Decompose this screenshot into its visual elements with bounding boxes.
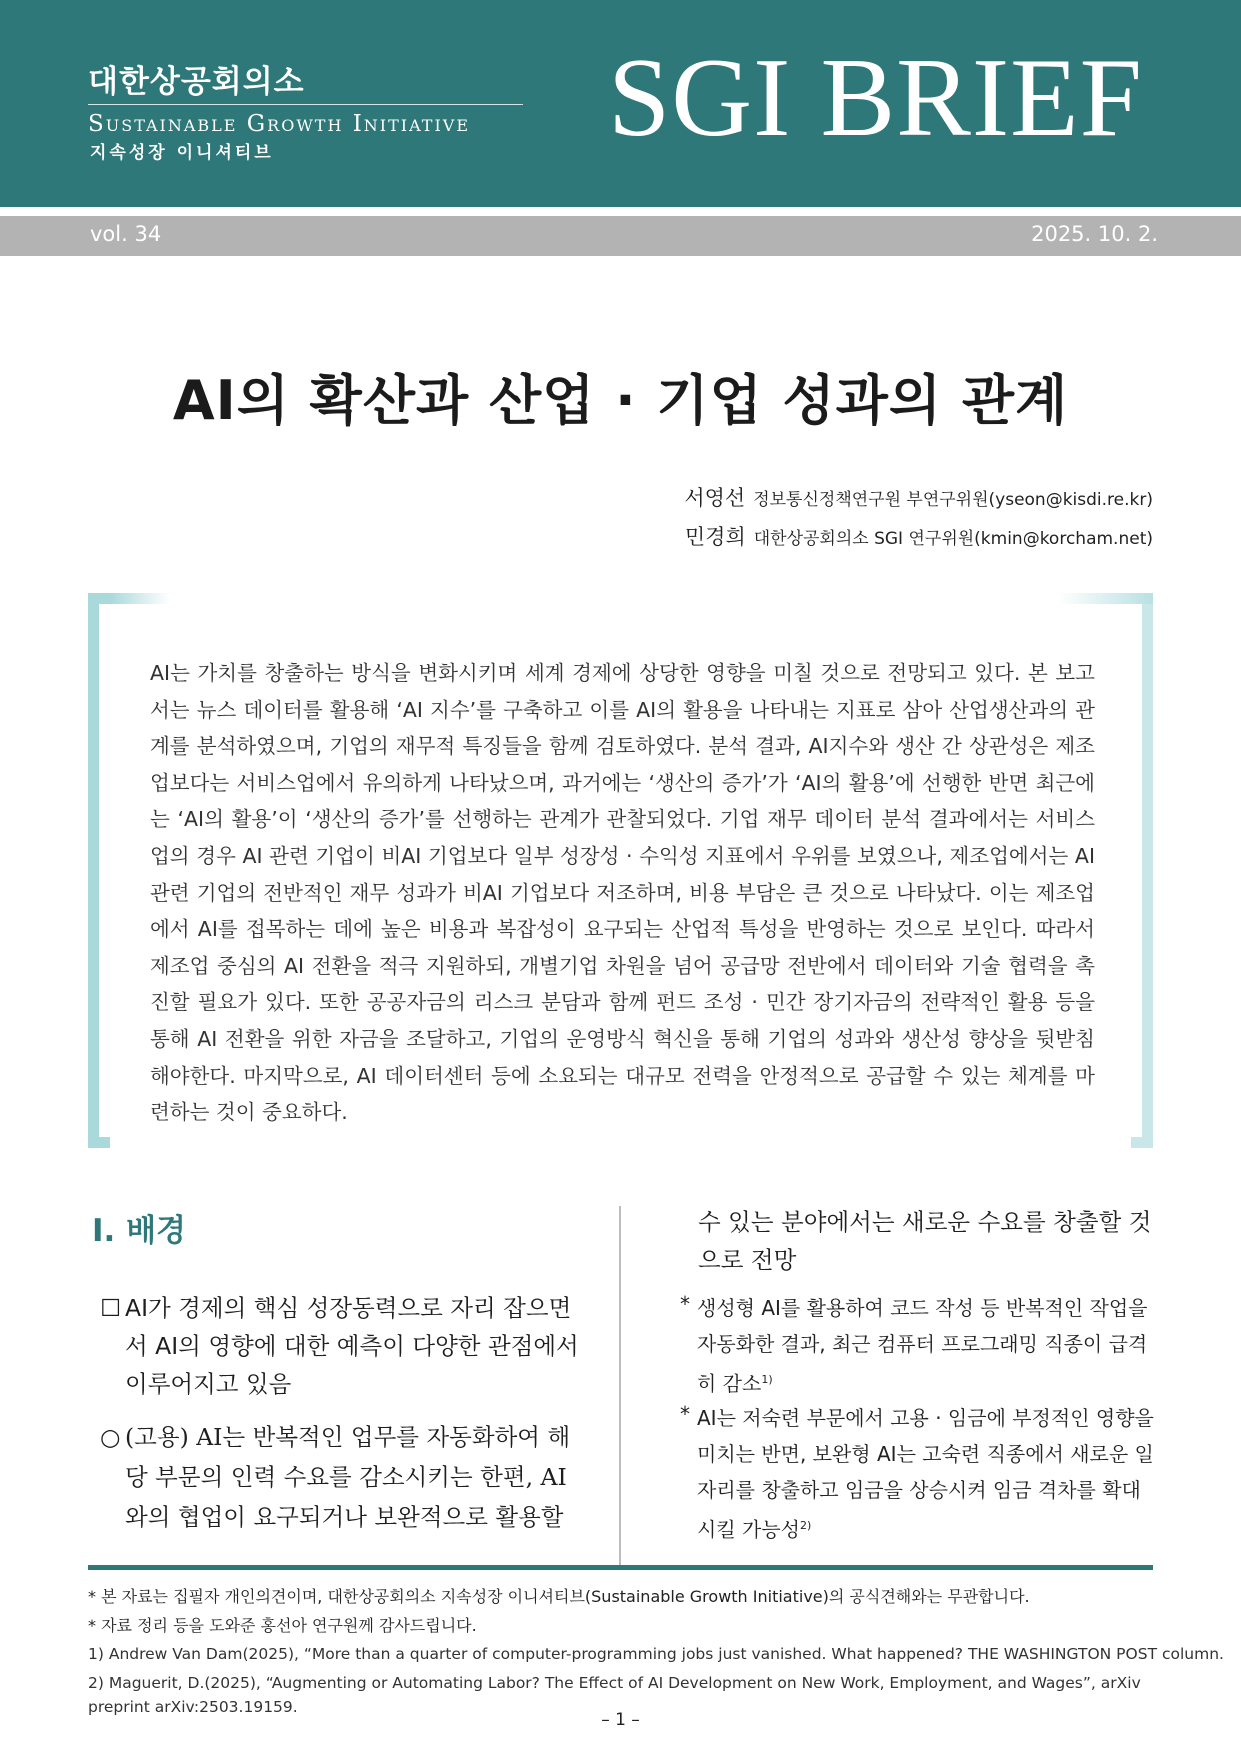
asterisk-icon: *: [680, 1402, 690, 1426]
org-name-korean-sub: 지속성장 이니셔티브: [90, 143, 274, 163]
footnote-2: 2) Maguerit, D.(2025), “Augmenting or Automating Labor? The Effect of AI Development on New Work, Employment, and Wages”, arXiv preprint arXiv:2503.19159.: [88, 1674, 1141, 1716]
org-name-korean: 대한상공회의소: [88, 64, 305, 100]
bullet-circle: [100, 1417, 580, 1537]
author-2: [685, 521, 1153, 551]
author-name: 서영선: [684, 486, 746, 510]
disclaimer-1: * 본 자료는 집필자 개인의견이며, 대한상공회의소 지속성장 이니셔티브(Sustainable Growth Initiative)의 공식견해와는 무관합니다.: [88, 1587, 1030, 1606]
brand-title: SGI BRIEF: [608, 36, 1143, 160]
page-number: – 1 –: [601, 1710, 640, 1730]
bracket-right: [1142, 593, 1153, 1148]
author-affiliation: 정보통신정책연구원 부연구위원(yseon@kisdi.re.kr): [753, 490, 1153, 510]
disclaimer-2: * 자료 정리 등을 도와준 홍선아 연구원께 감사드립니다.: [88, 1616, 477, 1635]
bullet-square: [100, 1289, 580, 1403]
issue-bar: [0, 216, 1241, 256]
footnote-ref[interactable]: 1): [761, 1373, 773, 1386]
bullet-circle-continued: 수 있는 분야에서는 새로운 수요를 창출할 것으로 전망: [698, 1208, 1152, 1274]
author-name: 민경희: [684, 525, 746, 549]
square-bullet-icon: ☐: [100, 1294, 122, 1322]
note-text: AI는 저숙련 부문에서 고용 · 임금에 부정적인 영향을 미치는 반면, 보완형 AI는 고숙련 직종에서 새로운 일자리를 창출하고 임금을 상승시켜 임금 격차를 확대시킬 가능성: [697, 1406, 1154, 1542]
note-item: [680, 1400, 1156, 1548]
author-affiliation: 대한상공회의소 SGI 연구위원(kmin@korcham.net): [753, 529, 1153, 549]
bracket-left: [88, 593, 99, 1148]
abstract-text: AI는 가치를 창출하는 방식을 변화시키며 세계 경제에 상당한 영향을 미칠 것으로 전망되고 있다. 본 보고서는 뉴스 데이터를 활용해 ‘AI 지수’를 구축하고 이를 AI의 활용을 나타내는 지표로 삼아 산업생산과의 관계를 분석하였으며, 기업의 재무적 특징들을 함께 검토하였다. 분석 결과, AI지수와 생산 간 상관성은 제조업보다는 서비스업에서 유의하게 나타났으며, 과거에는 ‘생산의 증가’가 ‘AI의 활용’에 선행한 반면 최근에는 ‘AI의 활용’이 ‘생산의 증가’를 선행하는 관계가 관찰되었다. 기업 재무 데이터 분석 결과에서는 서비스업의 경우 AI 관련 기업이 비AI 기업보다 일부 성장성 · 수익성 지표에서 우위를 보였으나, 제조업에서는 AI 관련 기업의 전반적인 재무 성과가 비AI 기업보다 저조하며, 비용 부담은 큰 것으로 나타났다. 이는 제조업에서 AI를 접목하는 데에 높은 비용과 복잡성이 요구되는 산업적 특성을 반영하는 것으로 보인다. 따라서 제조업 중심의 AI 전환을 적극 지원하되, 개별기업 차원을 넘어 공급망 전반에서 데이터와 기술 협력을 촉진할 필요가 있다. 또한 공공자금의 리스크 분담과 함께 펀드 조성 · 민간 장기자금의 전략적인 활용 등을 통해 AI 전환을 위한 자금을 조달하고, 기업의 운영방식 혁신을 통해 기업의 성과와 생산성 향상을 뒷받침해야한다. 마지막으로, AI 데이터센터 등에 소요되는 대규모 전력을 안정적으로 공급할 수 있는 체계를 마련하는 것이 중요하다.: [150, 661, 1095, 1125]
section-heading: Ⅰ. 배경: [92, 1213, 186, 1249]
bullet-circle-text: (고용) AI는 반복적인 업무를 자동화하여 해당 부문의 인력 수요를 감소시키는 한편, AI와의 협업이 요구되거나 보완적으로 활용할: [125, 1423, 571, 1531]
footnote-1: 1) Andrew Van Dam(2025), “More than a quarter of computer-programming jobs just vanished. What happened? THE WASHINGTON POST column.: [88, 1645, 1224, 1663]
org-divider: [88, 104, 523, 105]
bracket-right-bottom: [1131, 1137, 1153, 1148]
footer-divider: [88, 1565, 1153, 1570]
volume-number: vol. 34: [90, 222, 162, 246]
note-item: [680, 1290, 1156, 1402]
footnote-ref[interactable]: 2): [799, 1519, 812, 1532]
bullet-square-text: AI가 경제의 핵심 성장동력으로 자리 잡으면서 AI의 영향에 대한 예측이 다양한 관점에서 이루어지고 있음: [125, 1294, 579, 1398]
abstract-box: [88, 593, 1153, 1148]
author-1: [684, 482, 1153, 512]
document-title: AI의 확산과 산업 · 기업 성과의 관계: [172, 369, 1069, 432]
column-divider: [619, 1206, 621, 1566]
circle-bullet-icon: ○: [100, 1423, 121, 1451]
bracket-right-top: [1058, 593, 1153, 604]
issue-date: 2025. 10. 2.: [1031, 222, 1158, 246]
header-banner: [0, 0, 1241, 207]
bracket-left-fade: [110, 593, 170, 604]
note-text: 생성형 AI를 활용하여 코드 작성 등 반복적인 작업을 자동화한 결과, 최근 컴퓨터 프로그래밍 직종이 급격히 감소: [697, 1296, 1148, 1396]
org-name-english: Sustainable Growth Initiative: [88, 111, 471, 137]
bracket-left-bottom: [88, 1137, 110, 1148]
bracket-left-top: [88, 593, 110, 604]
asterisk-icon: *: [680, 1292, 690, 1316]
